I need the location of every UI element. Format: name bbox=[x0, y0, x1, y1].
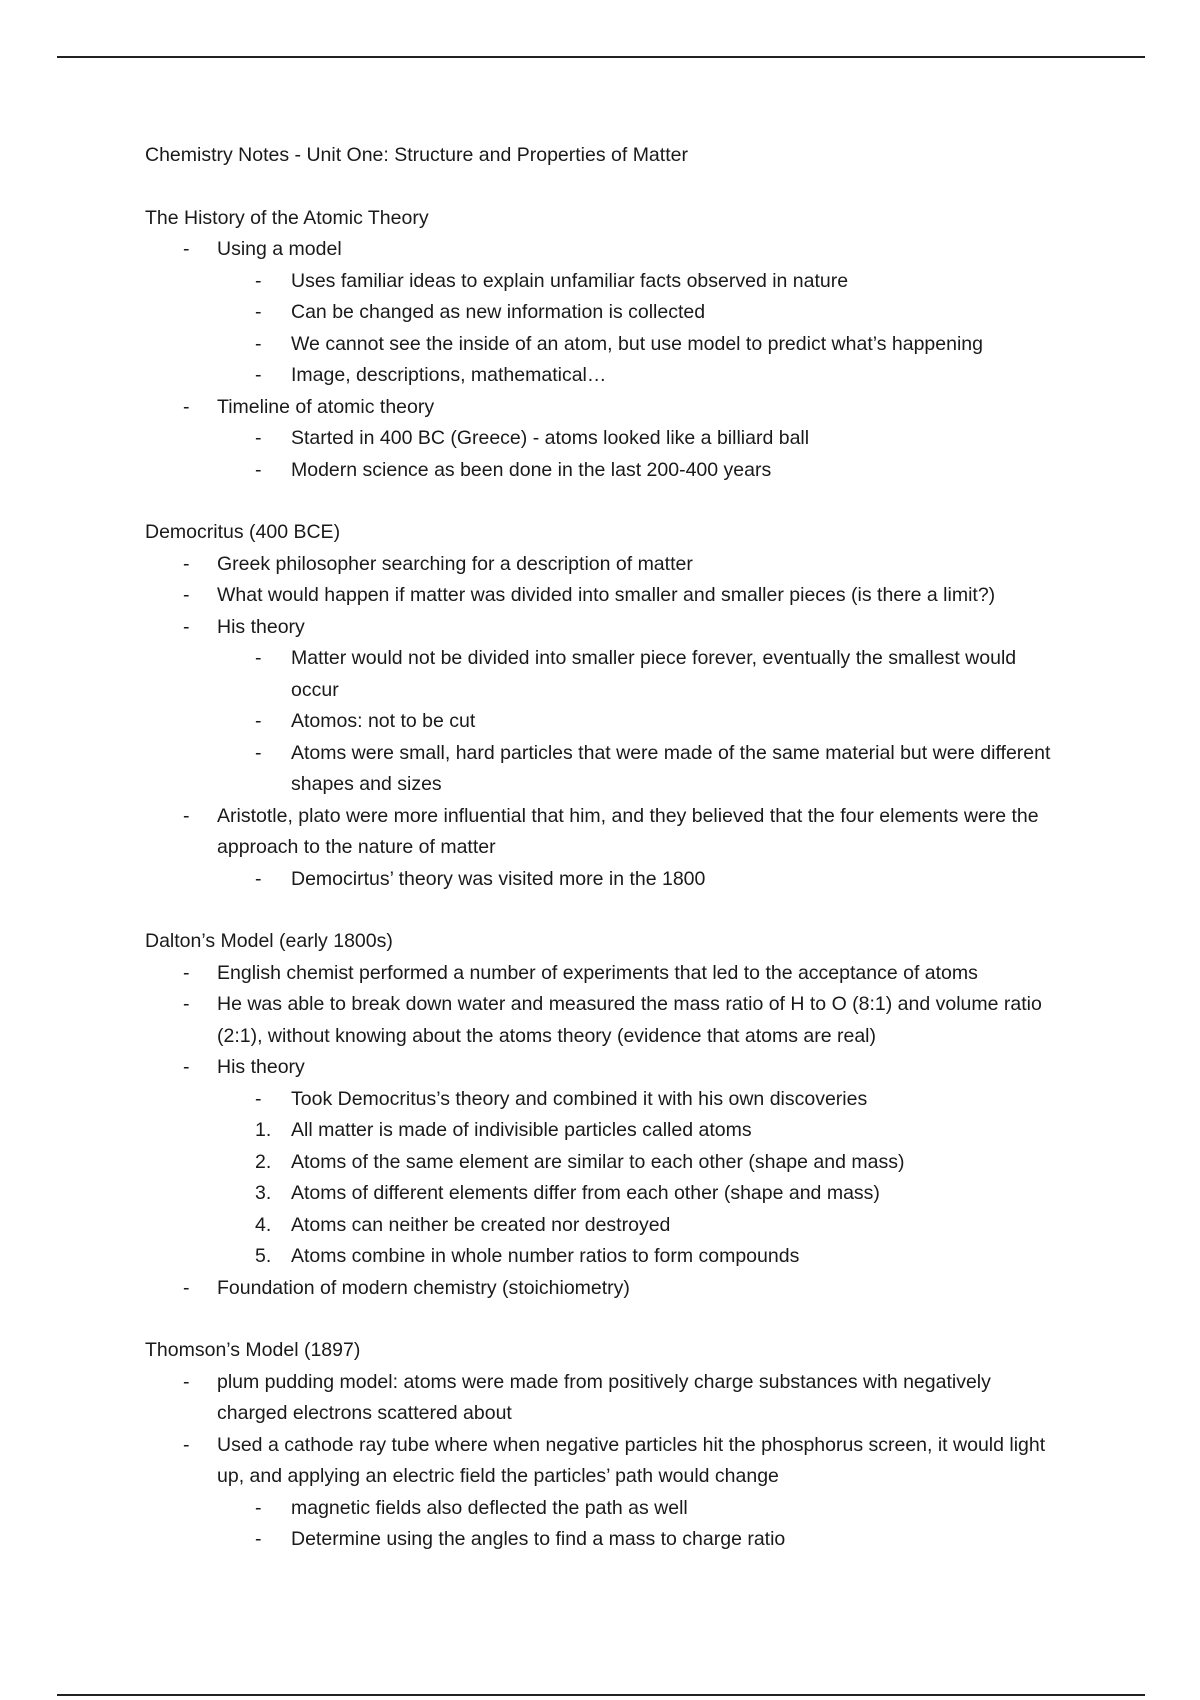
list-bullet: - bbox=[183, 961, 190, 984]
list-item bbox=[145, 1524, 1065, 1556]
note-section bbox=[145, 517, 1065, 895]
list-bullet: - bbox=[255, 301, 262, 323]
list-number: 4. bbox=[255, 1213, 272, 1236]
list-item bbox=[145, 392, 1065, 424]
list-item-text: Uses familiar ideas to explain unfamiliar facts observed in nature bbox=[291, 269, 849, 292]
list-item-text: All matter is made of indivisible particles called atoms bbox=[291, 1119, 752, 1141]
list-item bbox=[145, 1430, 1065, 1493]
list-item-text: He was able to break down water and measured the mass ratio of H to O (8:1) and volume ratio (2:1), without knowing about the atoms theory (evidence that atoms are real) bbox=[217, 993, 1042, 1047]
list-item bbox=[145, 1115, 1065, 1147]
list-item bbox=[145, 1367, 1065, 1430]
list-bullet: - bbox=[255, 1496, 262, 1519]
sections-container bbox=[145, 203, 1065, 1556]
list-item bbox=[145, 455, 1065, 487]
list-bullet: - bbox=[183, 804, 190, 827]
list-item-text: plum pudding model: atoms were made from positively charge substances with negatively charged electrons scattered about bbox=[217, 1370, 991, 1424]
list-item-text: We cannot see the inside of an atom, but use model to predict what’s happening bbox=[291, 332, 983, 355]
list-item bbox=[145, 329, 1065, 361]
note-section bbox=[145, 926, 1065, 1304]
list-item bbox=[145, 1052, 1065, 1084]
list-item-text: Modern science as been done in the last 200-400 years bbox=[291, 458, 772, 481]
list-item-text: Atomos: not to be cut bbox=[291, 710, 476, 732]
list-item-text: Atoms of the same element are similar to each other (shape and mass) bbox=[291, 1150, 905, 1173]
list-bullet: - bbox=[183, 395, 190, 418]
list-bullet: - bbox=[255, 867, 262, 890]
list-item-text: Used a cathode ray tube where when negative particles hit the phosphorus screen, it would light up, and applying an electric field the particles’ path would change bbox=[217, 1433, 1046, 1487]
list-item-text: Took Democritus’s theory and combined it with his own discoveries bbox=[291, 1087, 868, 1110]
list-bullet: - bbox=[183, 584, 190, 606]
document-body bbox=[145, 140, 1065, 1587]
list-item-text: Aristotle, plato were more influential that him, and they believed that the four elements were the approach to the nature of matter bbox=[217, 804, 1039, 858]
list-item bbox=[145, 297, 1065, 329]
list-item-text: Atoms combine in whole number ratios to form compounds bbox=[291, 1245, 800, 1267]
list-item bbox=[145, 1178, 1065, 1210]
list-bullet: - bbox=[255, 332, 262, 355]
section-heading: Thomson’s Model (1897) bbox=[145, 1339, 361, 1361]
list-item bbox=[145, 612, 1065, 644]
list-item-text: Democirtus’ theory was visited more in the 1800 bbox=[291, 867, 706, 890]
list-item bbox=[145, 549, 1065, 581]
top-rule bbox=[57, 56, 1145, 58]
list-number: 1. bbox=[255, 1119, 272, 1141]
section-heading: The History of the Atomic Theory bbox=[145, 206, 429, 229]
list-bullet: - bbox=[183, 993, 190, 1015]
list-item-text: English chemist performed a number of experiments that led to the acceptance of atoms bbox=[217, 961, 978, 984]
section-heading: Democritus (400 BCE) bbox=[145, 521, 341, 543]
list-item bbox=[145, 801, 1065, 864]
section-heading: Dalton’s Model (early 1800s) bbox=[145, 930, 393, 952]
list-bullet: - bbox=[183, 615, 190, 638]
list-item-text: Started in 400 BC (Greece) - atoms looked like a billiard ball bbox=[291, 427, 810, 449]
list-bullet: - bbox=[255, 1087, 262, 1110]
list-item bbox=[145, 1210, 1065, 1242]
list-item bbox=[145, 423, 1065, 455]
list-bullet: - bbox=[255, 741, 262, 764]
list-item-text: Atoms can neither be created nor destroyed bbox=[291, 1213, 671, 1236]
list-item bbox=[145, 1241, 1065, 1273]
list-item bbox=[145, 1084, 1065, 1116]
list-item-text: Greek philosopher searching for a description of matter bbox=[217, 552, 693, 575]
list-item bbox=[145, 706, 1065, 738]
list-bullet: - bbox=[183, 1276, 190, 1299]
list-bullet: - bbox=[255, 427, 262, 449]
list-item bbox=[145, 1147, 1065, 1179]
list-bullet: - bbox=[255, 1528, 262, 1550]
list-item-text: Matter would not be divided into smaller piece forever, eventually the smallest would occur bbox=[291, 647, 1017, 701]
list-bullet: - bbox=[183, 1056, 190, 1078]
list-item-text: Determine using the angles to find a mass to charge ratio bbox=[291, 1528, 786, 1550]
list-item-text: His theory bbox=[217, 1056, 305, 1078]
list-bullet: - bbox=[183, 552, 190, 575]
list-item-text: Atoms of different elements differ from each other (shape and mass) bbox=[291, 1182, 880, 1204]
list-item bbox=[145, 1273, 1065, 1305]
list-item bbox=[145, 864, 1065, 896]
document-title: Chemistry Notes - Unit One: Structure and Properties of Matter bbox=[145, 144, 688, 166]
list-item bbox=[145, 989, 1065, 1052]
list-bullet: - bbox=[255, 458, 262, 481]
list-bullet: - bbox=[183, 1370, 190, 1393]
list-item-text: Timeline of atomic theory bbox=[217, 395, 435, 418]
list-bullet: - bbox=[255, 364, 262, 386]
list-number: 2. bbox=[255, 1150, 272, 1173]
note-section bbox=[145, 1335, 1065, 1556]
list-item-text: magnetic fields also deflected the path as well bbox=[291, 1496, 688, 1519]
list-item-text: What would happen if matter was divided into smaller and smaller pieces (is there a limit?) bbox=[217, 584, 996, 606]
list-item bbox=[145, 234, 1065, 266]
list-bullet: - bbox=[255, 647, 262, 669]
list-item-text: Can be changed as new information is collected bbox=[291, 301, 706, 323]
bottom-rule bbox=[57, 1694, 1145, 1696]
list-item-text: Using a model bbox=[217, 238, 342, 260]
list-bullet: - bbox=[183, 238, 190, 260]
list-item bbox=[145, 360, 1065, 392]
list-item bbox=[145, 266, 1065, 298]
list-item-text: Atoms were small, hard particles that were made of the same material but were different shapes and sizes bbox=[291, 741, 1051, 795]
list-item bbox=[145, 580, 1065, 612]
list-item-text: His theory bbox=[217, 615, 305, 638]
list-bullet: - bbox=[255, 269, 262, 292]
list-item-text: Foundation of modern chemistry (stoichiometry) bbox=[217, 1276, 630, 1299]
list-item bbox=[145, 738, 1065, 801]
list-item-text: Image, descriptions, mathematical… bbox=[291, 364, 607, 386]
list-number: 5. bbox=[255, 1245, 272, 1267]
note-section bbox=[145, 203, 1065, 487]
list-item bbox=[145, 643, 1065, 706]
list-bullet: - bbox=[183, 1433, 190, 1456]
list-number: 3. bbox=[255, 1182, 272, 1204]
list-item bbox=[145, 1493, 1065, 1525]
list-item bbox=[145, 958, 1065, 990]
list-bullet: - bbox=[255, 710, 262, 732]
